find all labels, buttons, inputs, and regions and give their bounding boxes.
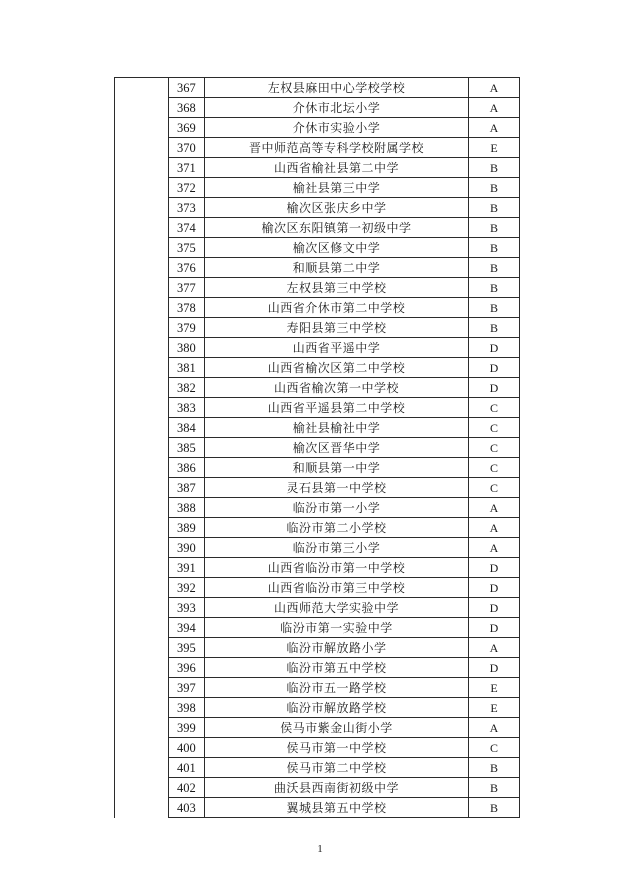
grade-cell: D [469, 378, 520, 398]
grade-cell: C [469, 478, 520, 498]
table-row [115, 678, 520, 698]
row-number: 403 [169, 798, 205, 818]
table-row [115, 318, 520, 338]
grade-cell: B [469, 218, 520, 238]
school-name: 山西省平遥中学 [205, 338, 469, 358]
table-row [115, 338, 520, 358]
school-name: 侯马市第一中学校 [205, 738, 469, 758]
school-name: 左权县麻田中心学校学校 [205, 78, 469, 98]
table-row [115, 698, 520, 718]
grade-cell: A [469, 718, 520, 738]
grade-cell: C [469, 418, 520, 438]
table-row [115, 578, 520, 598]
school-name: 临汾市第五中学校 [205, 658, 469, 678]
grade-cell: B [469, 758, 520, 778]
table-row [115, 498, 520, 518]
grade-cell: B [469, 178, 520, 198]
grade-cell: A [469, 98, 520, 118]
school-name: 榆次区东阳镇第一初级中学 [205, 218, 469, 238]
school-name: 临汾市第三小学 [205, 538, 469, 558]
table-row [115, 218, 520, 238]
school-name: 山西省榆次第一中学校 [205, 378, 469, 398]
table-row [115, 98, 520, 118]
row-number: 369 [169, 118, 205, 138]
table-row [115, 518, 520, 538]
table-row [115, 238, 520, 258]
grade-cell: B [469, 238, 520, 258]
row-number: 373 [169, 198, 205, 218]
row-number: 397 [169, 678, 205, 698]
table-row [115, 778, 520, 798]
table-body [115, 78, 520, 818]
row-number: 382 [169, 378, 205, 398]
row-number: 391 [169, 558, 205, 578]
table-row [115, 118, 520, 138]
grade-cell: D [469, 578, 520, 598]
grade-cell: A [469, 78, 520, 98]
school-name: 和顺县第一中学 [205, 458, 469, 478]
row-number: 389 [169, 518, 205, 538]
grade-cell: A [469, 118, 520, 138]
school-name: 榆社县第三中学 [205, 178, 469, 198]
row-number: 390 [169, 538, 205, 558]
school-name: 临汾市解放路小学 [205, 638, 469, 658]
school-name: 左权县第三中学校 [205, 278, 469, 298]
grade-cell: C [469, 458, 520, 478]
grade-cell: B [469, 778, 520, 798]
row-number: 398 [169, 698, 205, 718]
row-number: 383 [169, 398, 205, 418]
grade-cell: B [469, 298, 520, 318]
row-number: 400 [169, 738, 205, 758]
grade-cell: A [469, 518, 520, 538]
school-name: 山西省介休市第二中学校 [205, 298, 469, 318]
region-cell [115, 78, 169, 818]
row-number: 401 [169, 758, 205, 778]
school-name: 榆次区晋华中学 [205, 438, 469, 458]
grade-cell: D [469, 598, 520, 618]
row-number: 379 [169, 318, 205, 338]
grade-cell: A [469, 498, 520, 518]
grade-cell: B [469, 158, 520, 178]
school-name: 临汾市第二小学校 [205, 518, 469, 538]
grade-cell: E [469, 678, 520, 698]
row-number: 368 [169, 98, 205, 118]
row-number: 393 [169, 598, 205, 618]
grade-cell: B [469, 198, 520, 218]
table-row [115, 438, 520, 458]
table-row [115, 618, 520, 638]
school-name: 临汾市第一小学 [205, 498, 469, 518]
table-row [115, 658, 520, 678]
table-row [115, 598, 520, 618]
table-row [115, 638, 520, 658]
row-number: 376 [169, 258, 205, 278]
table-row [115, 138, 520, 158]
school-name: 山西省榆社县第二中学 [205, 158, 469, 178]
row-number: 395 [169, 638, 205, 658]
school-name: 介休市实验小学 [205, 118, 469, 138]
school-name: 和顺县第二中学 [205, 258, 469, 278]
school-name: 榆社县榆社中学 [205, 418, 469, 438]
row-number: 386 [169, 458, 205, 478]
row-number: 374 [169, 218, 205, 238]
table-row [115, 798, 520, 818]
page-number: 1 [317, 843, 323, 855]
table-row [115, 358, 520, 378]
school-name: 临汾市解放路学校 [205, 698, 469, 718]
grade-cell: B [469, 798, 520, 818]
table-row [115, 298, 520, 318]
table-row [115, 178, 520, 198]
school-name: 寿阳县第三中学校 [205, 318, 469, 338]
grade-cell: D [469, 338, 520, 358]
grade-cell: D [469, 358, 520, 378]
row-number: 372 [169, 178, 205, 198]
table-row [115, 258, 520, 278]
row-number: 402 [169, 778, 205, 798]
row-number: 387 [169, 478, 205, 498]
school-name: 山西省平遥县第二中学校 [205, 398, 469, 418]
grade-cell: E [469, 138, 520, 158]
row-number: 399 [169, 718, 205, 738]
table-row [115, 458, 520, 478]
school-name: 曲沃县西南街初级中学 [205, 778, 469, 798]
school-name: 晋中师范高等专科学校附属学校 [205, 138, 469, 158]
school-name: 临汾市五一路学校 [205, 678, 469, 698]
school-name: 临汾市第一实验中学 [205, 618, 469, 638]
row-number: 388 [169, 498, 205, 518]
table-row [115, 278, 520, 298]
row-number: 377 [169, 278, 205, 298]
grade-cell: D [469, 558, 520, 578]
table-row [115, 398, 520, 418]
school-name: 灵石县第一中学校 [205, 478, 469, 498]
row-number: 367 [169, 78, 205, 98]
table-row [115, 558, 520, 578]
grade-cell: C [469, 398, 520, 418]
row-number: 384 [169, 418, 205, 438]
grade-cell: B [469, 278, 520, 298]
row-number: 385 [169, 438, 205, 458]
row-number: 381 [169, 358, 205, 378]
grade-cell: A [469, 538, 520, 558]
table-row [115, 378, 520, 398]
school-name: 山西省临汾市第三中学校 [205, 578, 469, 598]
school-name: 山西省榆次区第二中学校 [205, 358, 469, 378]
row-number: 392 [169, 578, 205, 598]
school-name: 山西省临汾市第一中学校 [205, 558, 469, 578]
school-name: 介休市北坛小学 [205, 98, 469, 118]
table-row [115, 418, 520, 438]
grade-cell: E [469, 698, 520, 718]
grade-cell: C [469, 738, 520, 758]
grade-cell: A [469, 638, 520, 658]
grade-cell: D [469, 618, 520, 638]
grade-cell: C [469, 438, 520, 458]
row-number: 380 [169, 338, 205, 358]
table-row [115, 718, 520, 738]
school-name: 榆次区张庆乡中学 [205, 198, 469, 218]
school-name: 翼城县第五中学校 [205, 798, 469, 818]
table-row [115, 78, 520, 98]
row-number: 375 [169, 238, 205, 258]
row-number: 378 [169, 298, 205, 318]
table-row [115, 758, 520, 778]
table-row [115, 738, 520, 758]
grade-cell: B [469, 318, 520, 338]
school-name: 山西师范大学实验中学 [205, 598, 469, 618]
table-row [115, 198, 520, 218]
row-number: 371 [169, 158, 205, 178]
school-name: 侯马市第二中学校 [205, 758, 469, 778]
school-name: 侯马市紫金山街小学 [205, 718, 469, 738]
school-name: 榆次区修文中学 [205, 238, 469, 258]
grade-cell: D [469, 658, 520, 678]
row-number: 394 [169, 618, 205, 638]
table-row [115, 478, 520, 498]
row-number: 396 [169, 658, 205, 678]
grade-cell: B [469, 258, 520, 278]
school-grade-table [114, 77, 520, 818]
table-row [115, 158, 520, 178]
table-row [115, 538, 520, 558]
row-number: 370 [169, 138, 205, 158]
